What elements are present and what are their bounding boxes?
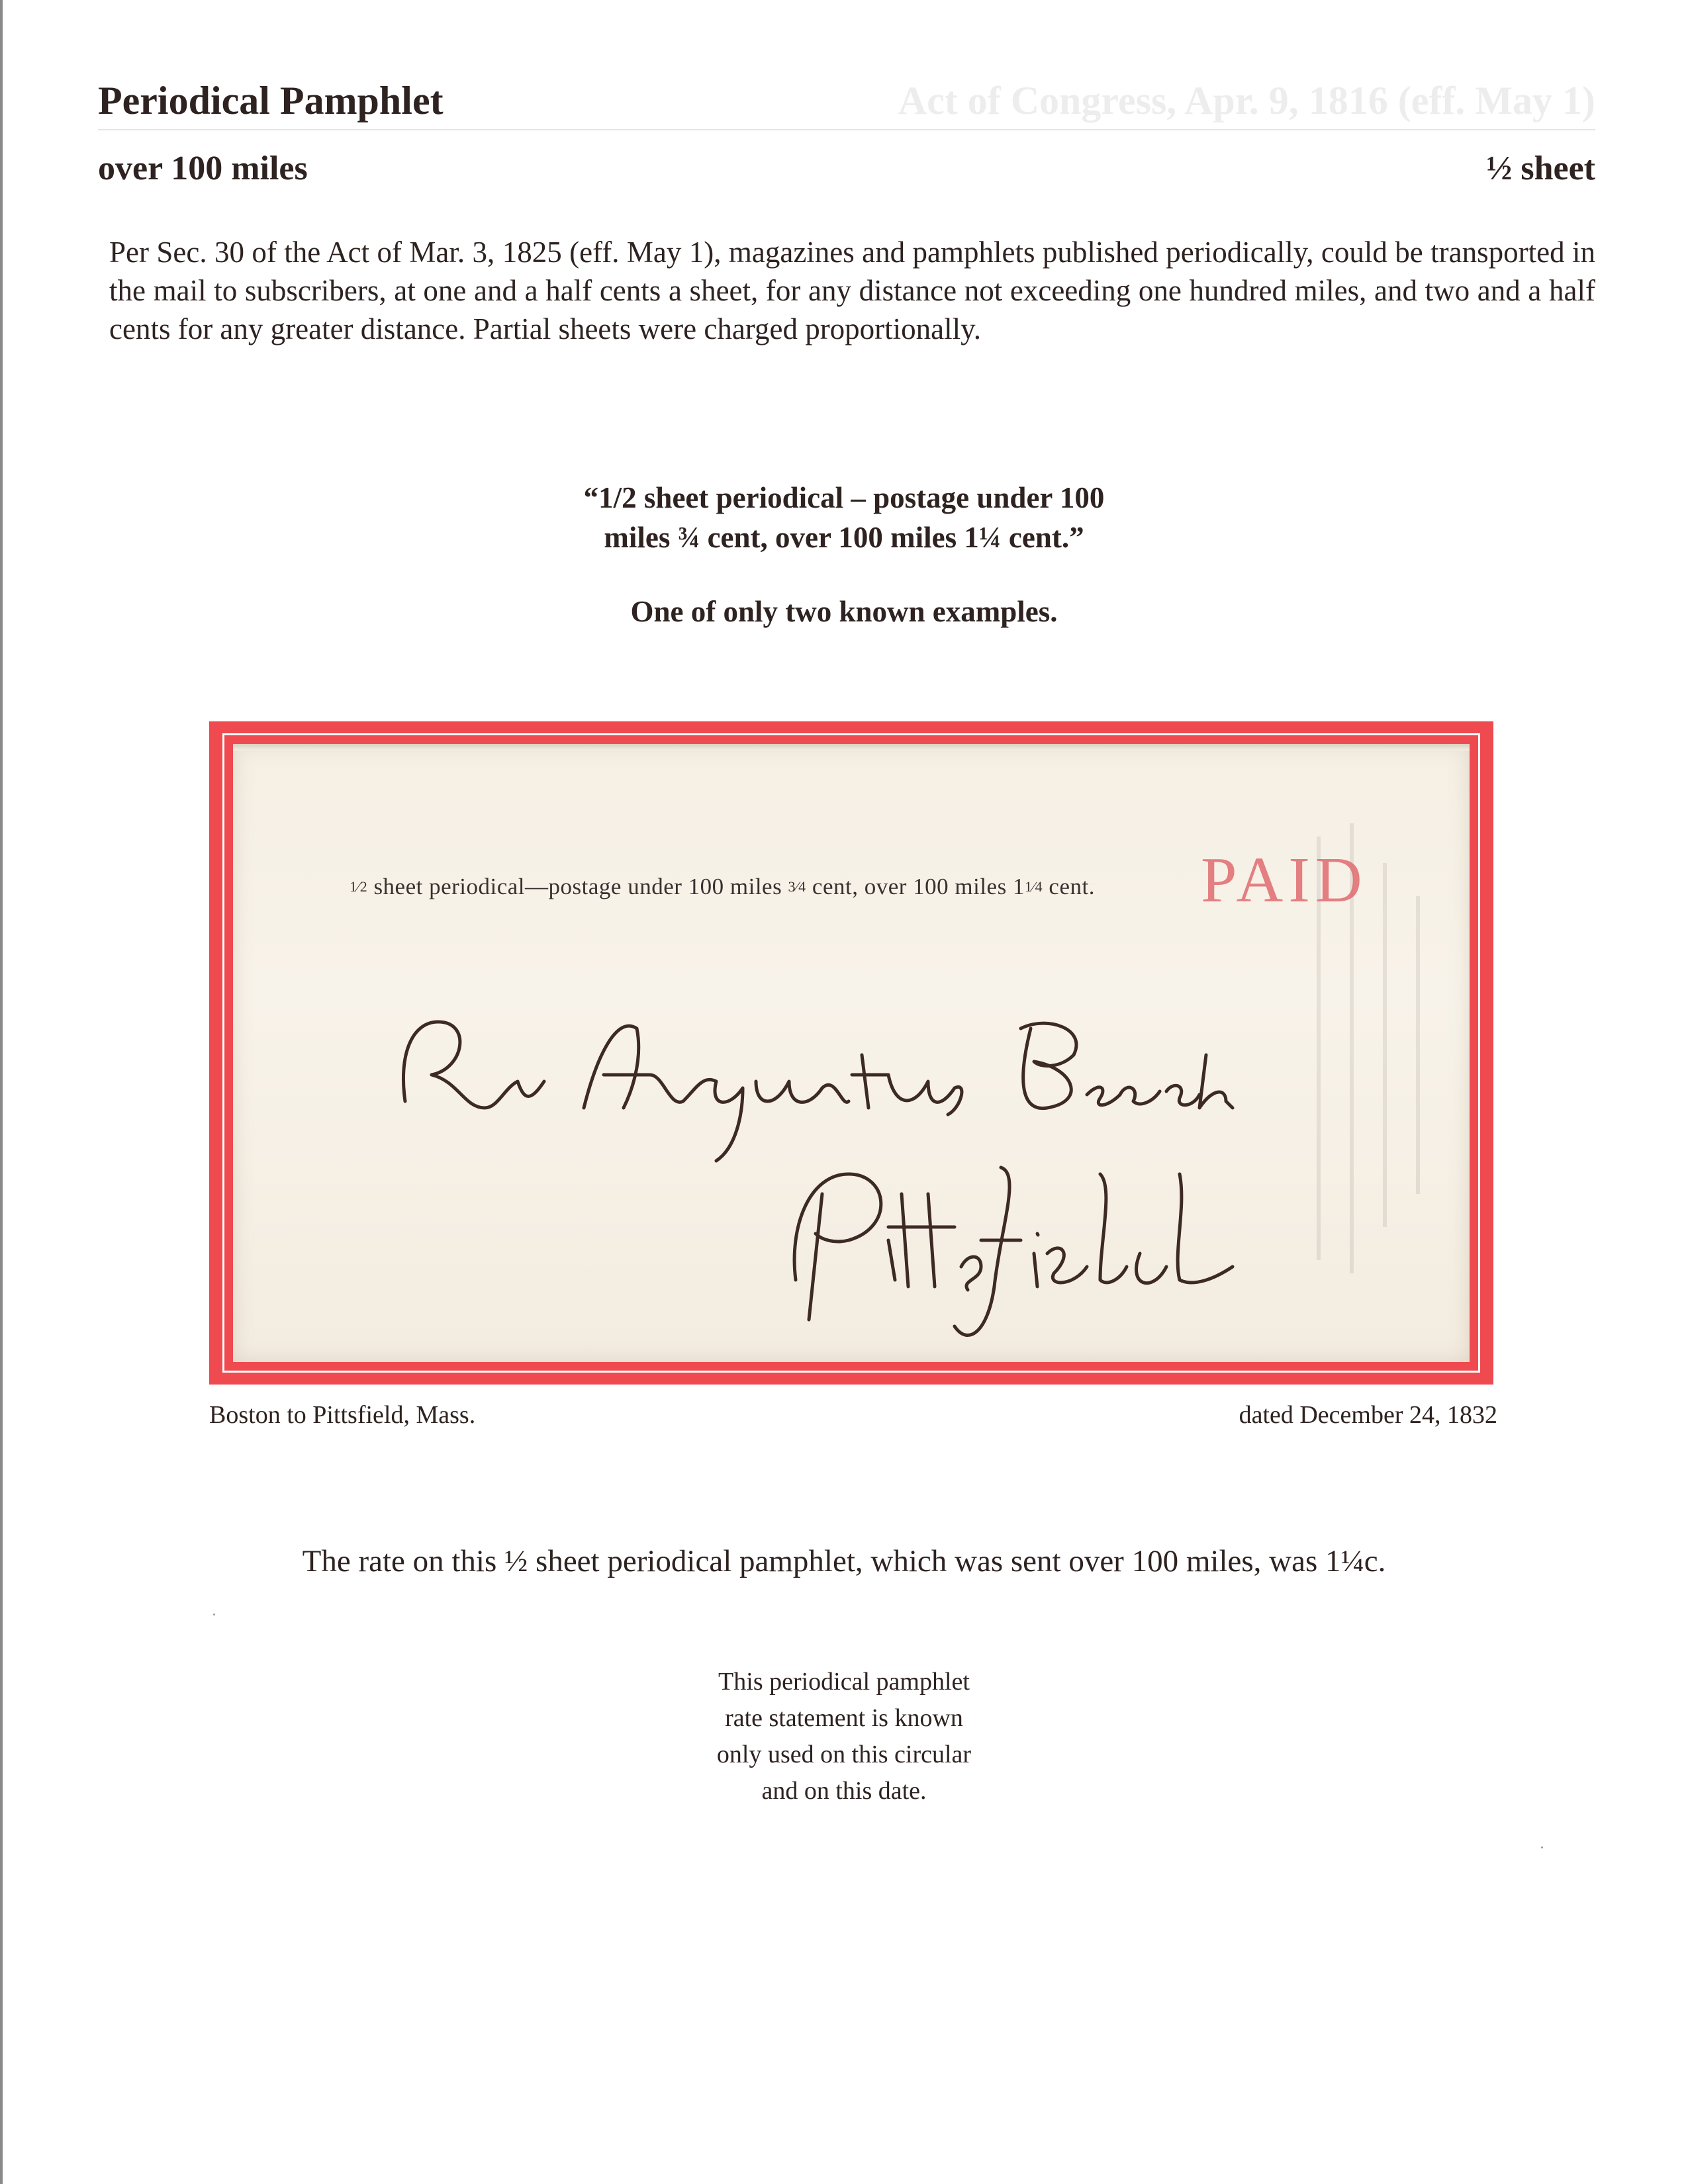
faded-title: Act of Congress, Apr. 9, 1816 (eff. May 1) [898, 79, 1595, 122]
note-line: rate statement is known [725, 1704, 963, 1732]
page-edge [0, 0, 3, 2184]
fraction: 1⁄4 [1024, 878, 1043, 895]
route-caption: Boston to Pittsfield, Mass. [209, 1401, 476, 1429]
printed-text: cent. [1043, 874, 1095, 899]
cover-fold-edge [233, 744, 1470, 751]
cover-mount [209, 721, 1493, 1385]
intro-paragraph: Per Sec. 30 of the Act of Mar. 3, 1825 (eff. May 1), magazines and pamphlets published periodically, could be transported in the mail to subscribers, at one and a half cents a sheet, for any distance not exceeding one hundred miles, and two and a half cents for any greater distance. Partial sheets were charged proportionally. [109, 236, 1595, 345]
fraction: 3⁄4 [788, 878, 806, 895]
fraction-numerator: 1 [350, 878, 357, 895]
fraction: 1⁄2 [350, 878, 368, 895]
fraction-denominator: 4 [1035, 878, 1043, 895]
quote-line: miles ¾ cent, over 100 miles 1¼ cent.” [604, 521, 1084, 554]
fraction-numerator: 3 [788, 878, 796, 895]
note-line: This periodical pamphlet [718, 1668, 970, 1696]
cover-image [233, 744, 1470, 1362]
handwritten-address [385, 976, 1378, 1346]
note-line: only used on this circular [716, 1741, 972, 1768]
date-caption: dated December 24, 1832 [1239, 1401, 1497, 1429]
quote-block [0, 478, 1688, 557]
fraction-denominator: 2 [359, 878, 368, 895]
title-divider [98, 129, 1595, 130]
fraction-numerator: 1 [1024, 878, 1033, 895]
paid-handstamp: PAID [1201, 844, 1368, 916]
rarity-note [0, 1664, 1688, 1809]
rate-statement: The rate on this ½ sheet periodical pamphlet, which was sent over 100 miles, was 1¼c. [302, 1544, 1386, 1578]
sheet-subtitle: ½ sheet [1486, 150, 1595, 187]
distance-subtitle: over 100 miles [98, 150, 308, 187]
page-title: Periodical Pamphlet [98, 79, 444, 122]
printed-rate-line [350, 874, 1095, 900]
scan-speck [213, 1614, 215, 1615]
quote-line: “1/2 sheet periodical – postage under 100 [583, 481, 1105, 514]
known-examples-note: One of only two known examples. [630, 595, 1058, 628]
scan-speck [1541, 1846, 1543, 1848]
printed-text: cent, over 100 miles 1 [806, 874, 1025, 899]
fraction-denominator: 4 [798, 878, 806, 895]
printed-text: sheet periodical—postage under 100 miles [367, 874, 788, 899]
note-line: and on this date. [761, 1777, 927, 1805]
